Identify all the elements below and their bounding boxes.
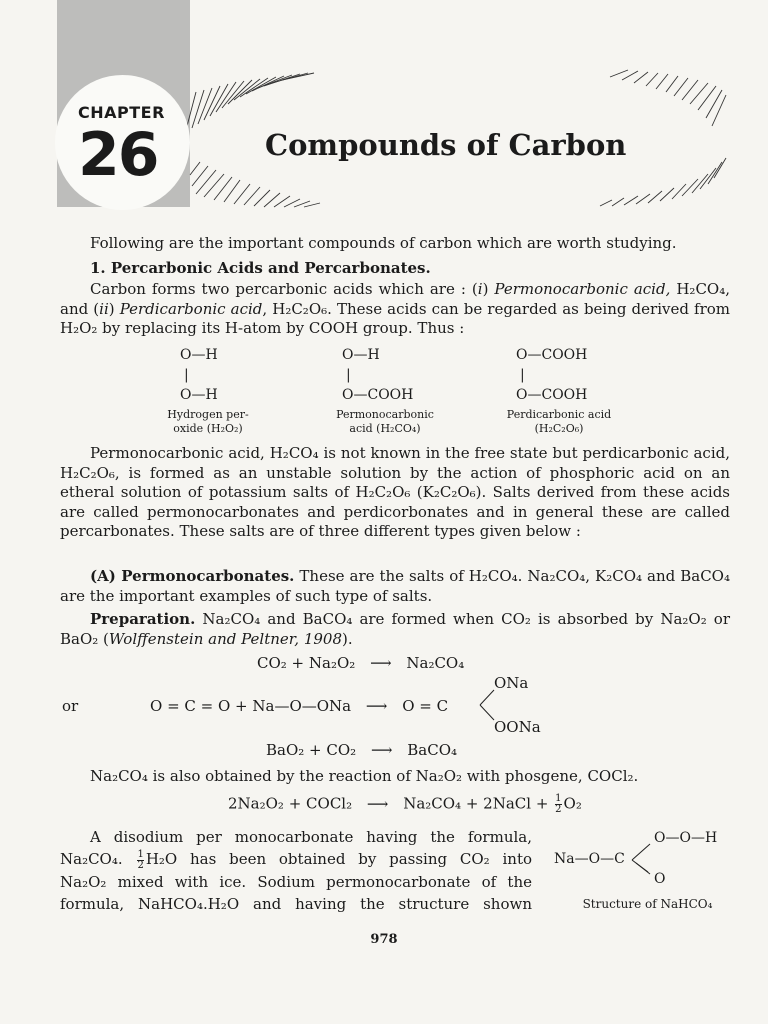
caption-hydrogen-peroxide: Hydrogen per- oxide (H₂O₂) xyxy=(167,408,249,435)
nahco4-bottom-group: O xyxy=(654,871,666,887)
intro-text: Following are the important compounds of carbon which are worth studying. xyxy=(90,234,677,252)
chapter-number: 26 xyxy=(78,120,158,190)
equation-2-top-group: ONa xyxy=(494,674,529,692)
structure-hydrogen-peroxide: O—H | O—H xyxy=(180,347,218,403)
nahco4-caption: Structure of NaHCO₄ xyxy=(582,897,713,911)
paragraph-disodium: A disodium per monocarbonate having the formula, Na₂CO₄. $\frac{1}{2}$ H₂O has been obtained by passing CO₂ into Na₂O₂ mixed with ice. Sodium permonocarbonate of the formula, NaHCO₄.H₂O and having the structure shown xyxy=(60,828,532,913)
paragraph-permonocarbonates: (A) Permonocarbonates. These are the salts of H₂CO₄. Na₂CO₄, K₂CO₄ and BaCO₄ are the important examples of such type of salts. xyxy=(60,567,730,605)
page-number: 978 xyxy=(370,932,398,947)
paragraph-percarbonates: Permonocarbonic acid, H₂CO₄ is not known in the free state but perdicarbonic acid, H₂C₂O₆, is formed as an unstable solution by the action of phosphoric acid on an etheral solution of potassium salts of H₂C₂O₆ (K₂C₂O₆). Salts derived from these acids are called permonocarbonates and perdicorbonates and in general these are called percarbonates. These salts are of three different types given below : xyxy=(60,444,730,540)
equation-2-bottom-group: OONa xyxy=(494,718,541,736)
nahco4-top-group: O—O—H xyxy=(654,830,718,846)
structure-permonocarbonic-acid: O—H | O—COOH xyxy=(342,347,414,403)
equation-2-or: or xyxy=(62,697,79,715)
chapter-label: CHAPTER xyxy=(78,103,165,122)
section-heading-percarbonic: 1. Percarbonic Acids and Percarbonates. xyxy=(90,259,431,277)
equation-1: CO₂ + Na₂O₂ ⟶ Na₂CO₄ xyxy=(257,654,465,672)
paragraph-phosgene: Na₂CO₄ is also obtained by the reaction of Na₂O₂ with phosgene, COCl₂. xyxy=(90,767,639,785)
paragraph-preparation: Preparation. Na₂CO₄ and BaCO₄ are formed when CO₂ is absorbed by Na₂O₂ or BaO₂ (Wolffenstein and Peltner, 1908). xyxy=(60,610,730,648)
structure-perdicarbonic-acid: O—COOH | O—COOH xyxy=(516,347,588,403)
equation-2: O = C = O + Na—O—ONa ⟶ O = C xyxy=(150,697,449,715)
caption-permonocarbonic-acid: Permonocarbonic acid (H₂CO₄) xyxy=(336,408,434,435)
chapter-title: Compounds of Carbon xyxy=(265,128,627,162)
caption-perdicarbonic-acid: Perdicarbonic acid (H₂C₂O₆) xyxy=(506,408,612,435)
paragraph-percarbonic-acids: Carbon forms two percarbonic acids which are : (i) Permonocarbonic acid, H₂CO₄, and (ii) Perdicarbonic acid, H₂C₂O₆. These acids can be regarded as being derived from H₂O₂ by replacing its H-atom by COOH group. Thus : xyxy=(60,280,731,337)
equation-3: BaO₂ + CO₂ ⟶ BaCO₄ xyxy=(266,741,458,759)
equation-4: 2Na₂O₂ + COCl₂ ⟶ Na₂CO₄ + 2NaCl + $\frac{1}{2}$ O₂ xyxy=(228,793,582,815)
nahco4-left: Na—O—C xyxy=(554,851,625,867)
